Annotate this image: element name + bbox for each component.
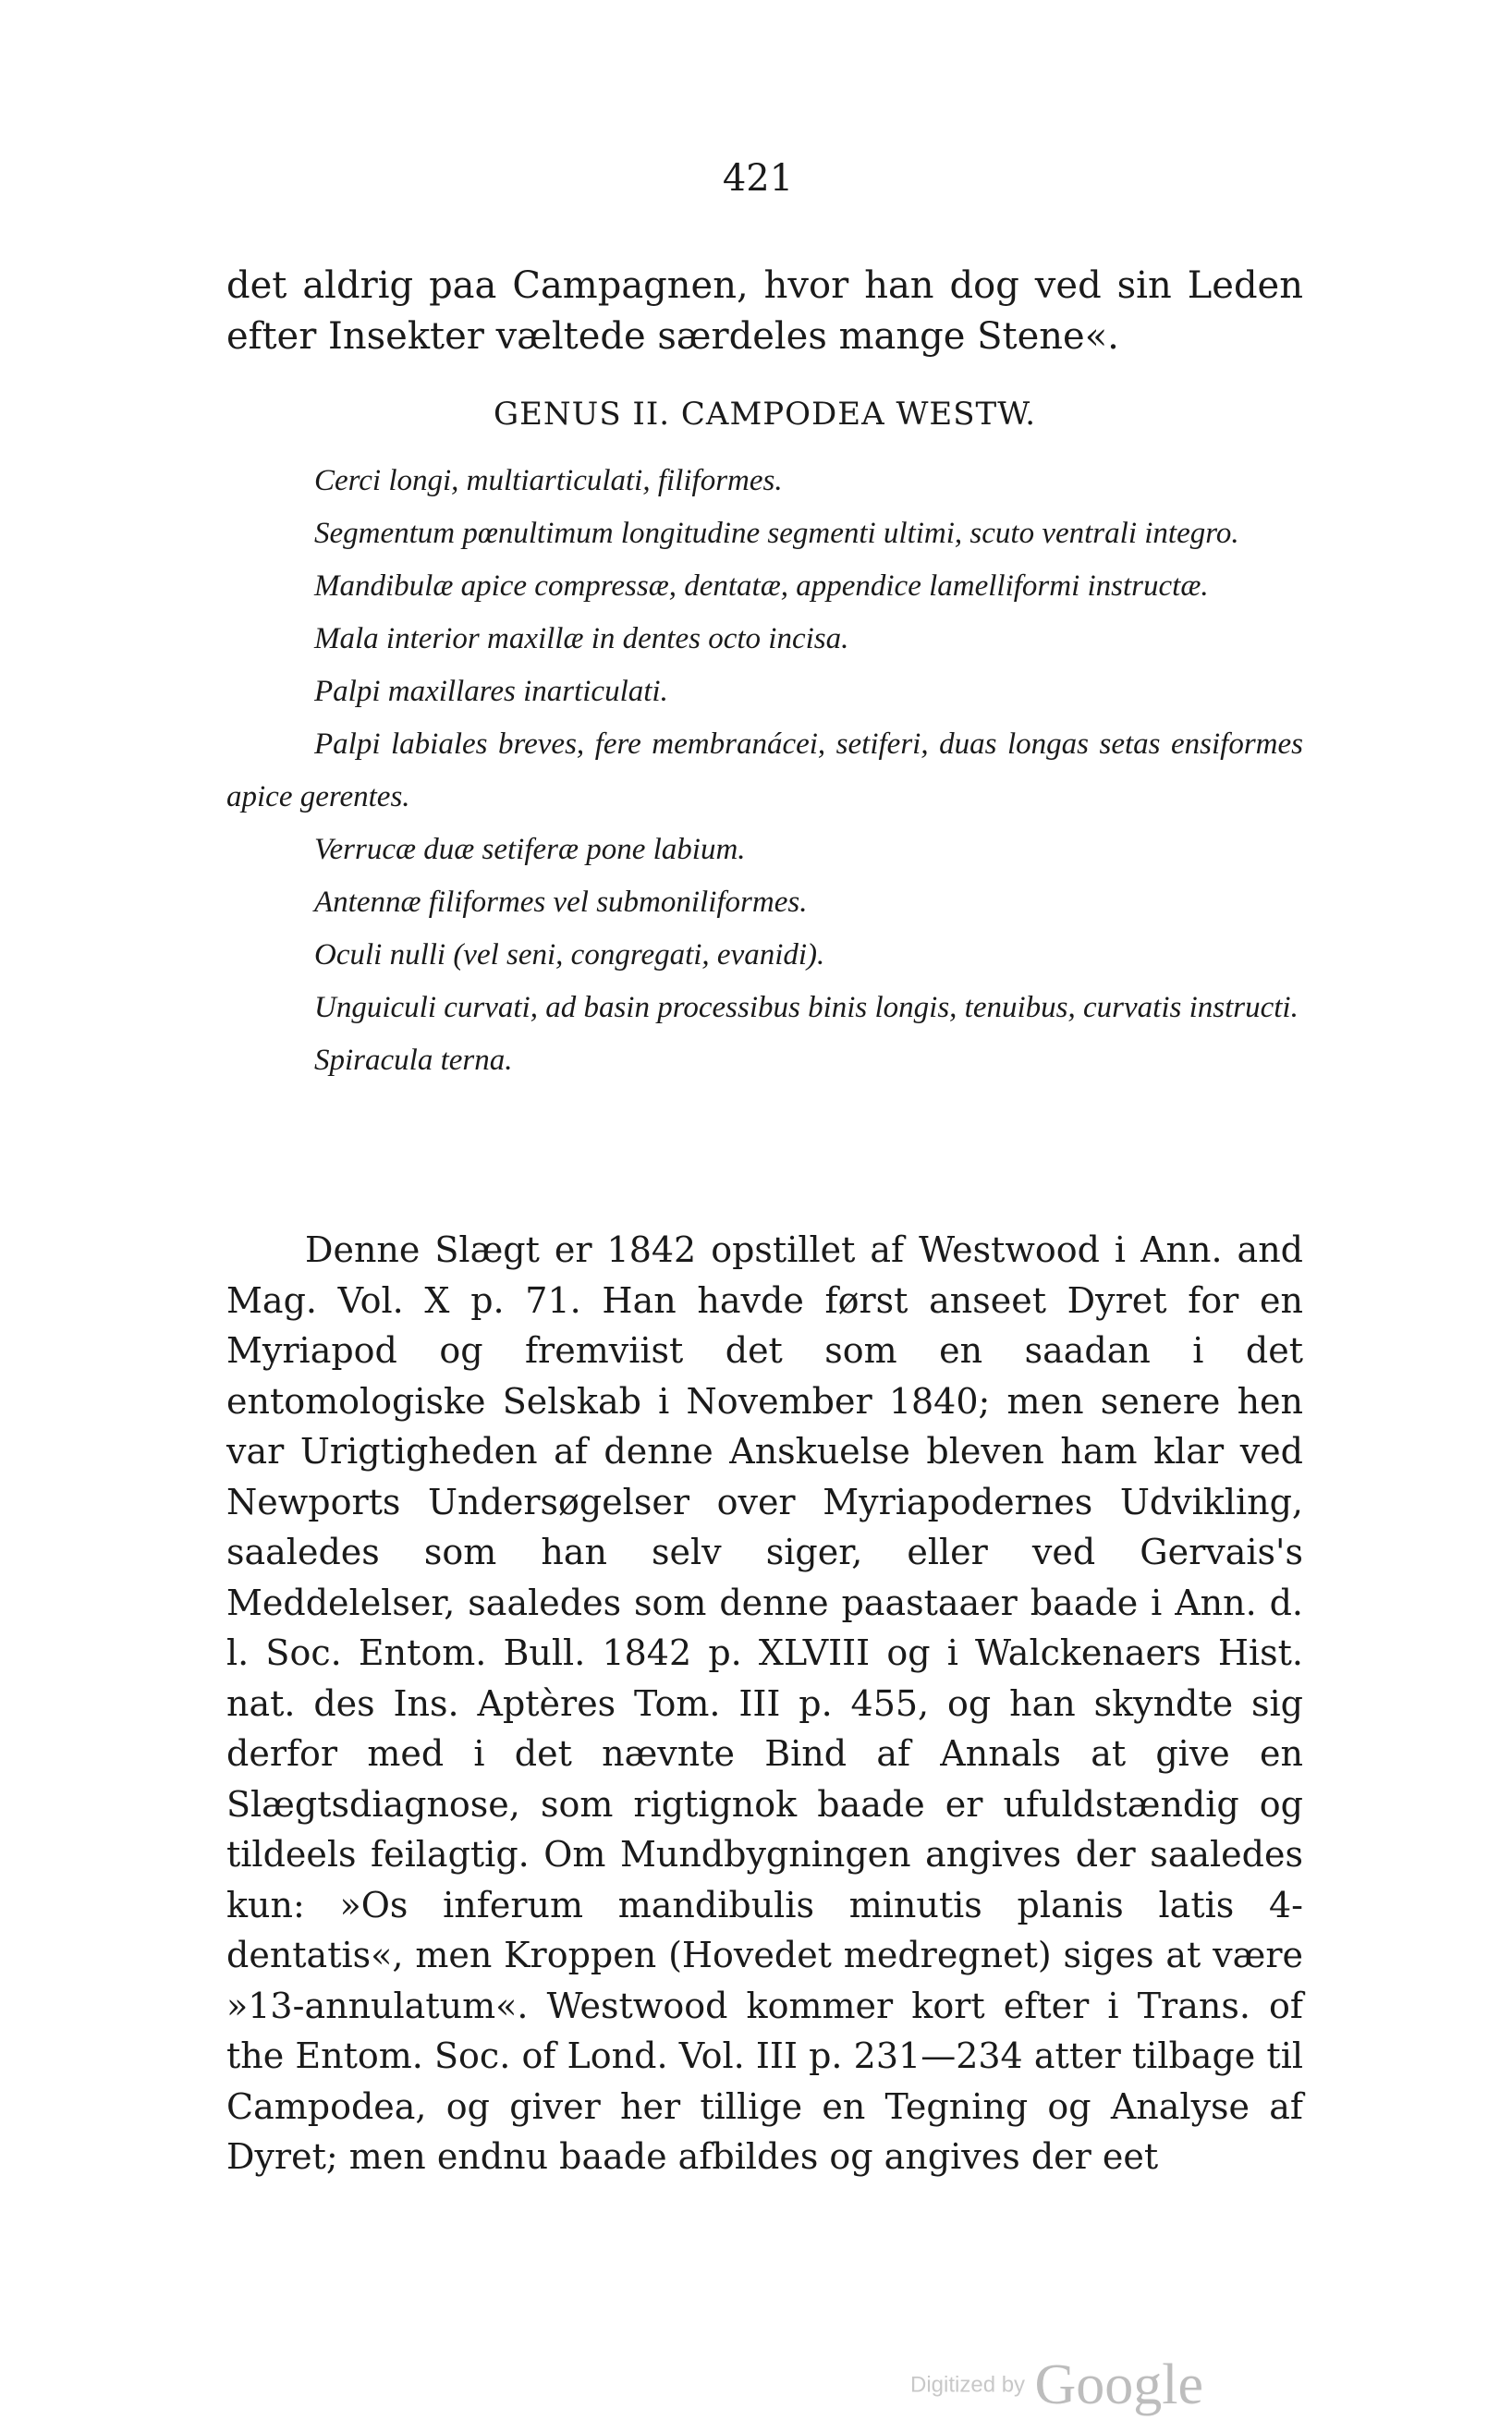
intro-paragraph: det aldrig paa Campagnen, hvor han dog ved sin Leden efter Insekter væltede særdeles mange Stene«. (226, 264, 1303, 358)
diagnosis-line: Mandibulæ apice compressæ, dentatæ, appendice lamelliformi instructæ. (314, 569, 1209, 603)
diagnosis-line: Oculi nulli (vel seni, congregati, evanidi). (314, 938, 825, 972)
diagnosis-line: Segmentum pœnultimum longitudine segmenti ultimi, scuto ventrali integro. (314, 517, 1239, 550)
genus-diagnosis (226, 455, 1303, 1087)
diagnosis-line: Antennæ filiformes vel submoniliformes. (314, 886, 808, 919)
diagnosis-line: Cerci longi, multiarticulati, filiformes. (314, 464, 783, 497)
page-number: 421 (722, 157, 794, 200)
body-paragraph: Denne Slægt er 1842 opstillet af Westwood i Ann. and Mag. Vol. X p. 71. Han havde først anseet Dyret for en Myriapod og fremviist det som en saadan i det entomologiske Selskab i November 1840; men senere hen var Urigtigheden af denne Anskuelse bleven ham klar ved Newports Undersøgelser over Myriapodernes Udvikling, saaledes som han selv siger, eller ved Gervais's Meddelelser, saaledes som denne paastaaer baade i Ann. d. l. Soc. Entom. Bull. 1842 p. XLVIII og i Walckenaers Hist. nat. des Ins. Aptères Tom. III p. 455, og han skyndte sig derfor med i det nævnte Bind af Annals at give en Slægtsdiagnose, som rigtignok baade er ufuldstændig og tildeels feilagtig. Om Mundbygningen angives der saaledes kun: »Os inferum mandibulis minutis planis latis 4-dentatis«, men Kroppen (Hovedet medregnet) siges at være »13-annulatum«. Westwood kommer kort efter i Trans. of the Entom. Soc. of Lond. Vol. III p. 231—234 atter tilbage til Campodea, og giver her tillige en Tegning og Analyse af Dyret; men endnu baade afbildes og angives der eet (226, 1229, 1303, 2177)
diagnosis-line: Unguiculi curvati, ad basin processibus binis longis, tenuibus, curvatis instructi. (314, 991, 1299, 1024)
diagnosis-line: Palpi labiales breves, fere membranácei, setiferi, duas longas setas ensiformes apice gerentes. (226, 727, 1303, 813)
diagnosis-line: Verrucæ duæ setiferæ pone labium. (314, 833, 746, 866)
digitized-by-label: Digitized by (910, 2372, 1026, 2398)
diagnosis-line: Mala interior maxillæ in dentes octo incisa. (314, 622, 849, 655)
google-logo: Google (1034, 2353, 1204, 2416)
diagnosis-line: Spiracula terna. (314, 1044, 513, 1077)
google-watermark (910, 2353, 1203, 2418)
genus-heading: GENUS II. CAMPODEA WESTW. (493, 396, 1037, 433)
diagnosis-line: Palpi maxillares inarticulati. (314, 675, 668, 708)
